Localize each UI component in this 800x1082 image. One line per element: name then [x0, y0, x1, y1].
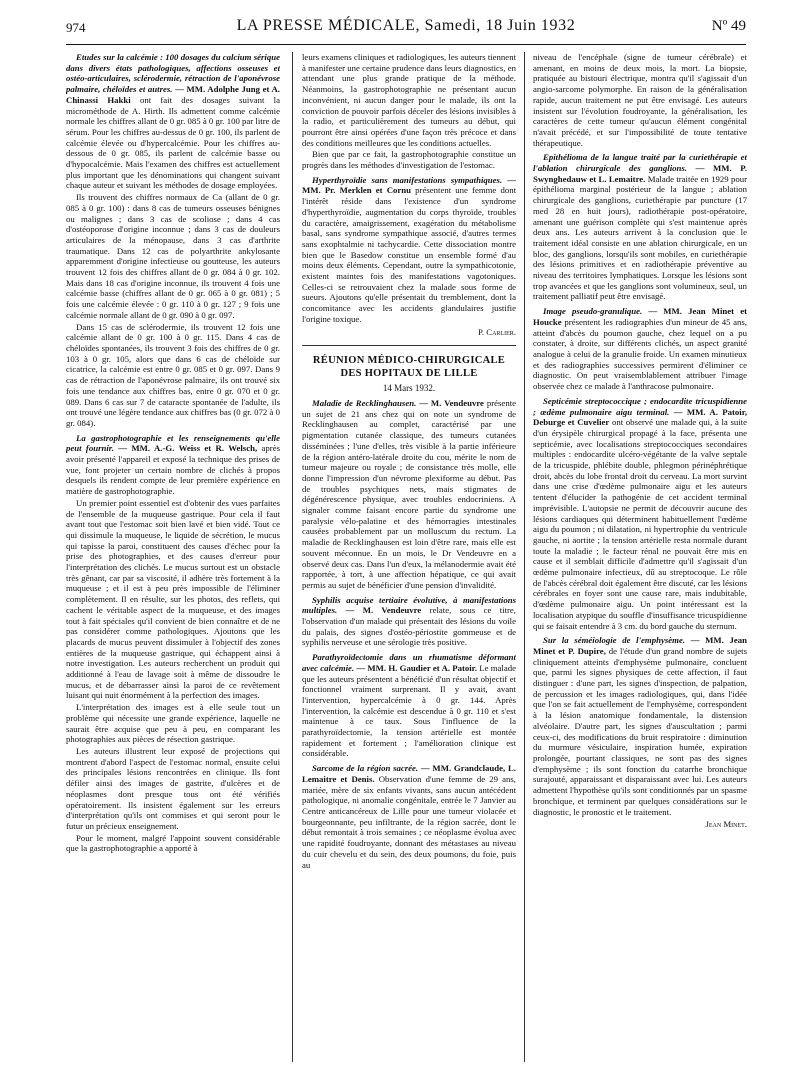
article-paragraph	[302, 652, 516, 759]
article-paragraph	[533, 306, 747, 392]
article-paragraph	[302, 763, 516, 870]
column-divider	[524, 52, 525, 1062]
article-title: Sur la séméiologie de l'emphysème.	[543, 635, 686, 646]
column-divider	[292, 52, 293, 1062]
column-1	[66, 52, 280, 1074]
article-paragraph	[533, 396, 747, 631]
article-paragraph	[533, 635, 747, 817]
article-authors: — MM. Adolphe Jung et A. Chinassi Hakki	[66, 84, 280, 105]
article-title: Hyperthyroïdie sans manifestations sympathiques.	[312, 174, 503, 185]
article-text: relate, sous ce titre, l'observation d'un malade qui présentait des lésions du voile du palais, des signes d'ostéo-périostite gommeuse et de syphilis nerveuse et une sérologie très positive.	[302, 605, 516, 648]
article-paragraph	[66, 433, 280, 497]
page-header	[66, 14, 746, 45]
article-paragraph: Pour le moment, malgré l'appoint souvent considérable que la gastrophotographie a apporté à	[66, 832, 280, 854]
article-authors: — MM. A. Patoir, Deburge et Cuvelier	[533, 406, 747, 428]
page-number: 974	[66, 20, 86, 35]
signature: Jean Minet.	[705, 819, 747, 830]
article-text: après avoir présenté l'appareil et exposé la technique des prises de vue, font projeter un certain nombre de clichés à propos desquels ils rendent compte de leur première expérience en matière de gastrophotographie.	[66, 443, 280, 497]
article-authors: — MM. A.-G. Weiss et R. Welsch,	[118, 443, 258, 454]
article-authors: — MM. Jean Minet et P. Dupire,	[533, 635, 747, 656]
article-paragraph: Les auteurs illustrent leur exposé de projections qui montrent d'abord l'aspect de l'estomac normal, ensuite celui des principales lésions rencontrées en clinique. Ils font défiler ainsi des images de gastrite, d'ulcères et de néoplasmes dont presque tous ont été vérifiés opératoirement. Ils insistent également sur les erreurs d'interprétation qu'ils ont commises et qui seront pour le futur un précieux enseignement.	[66, 746, 280, 831]
article-text: Observation d'une femme de 29 ans, mariée, mère de six enfants vivants, sans aucun antécédent pathologique, ni anomalie congénitale, entrée le 7 Janvier au Centre anticancéreux de Lille pour une tumeur violacée et bourgeonnante, peu infiltrante, de la région sacrée, dont le début remontait à trois semaines ; ce néoplasme évolua avec une rapidité foudroyante, donnant des métastases au niveau du cuir chevelu et du sein, des deux poumons, du foie, puis au	[302, 773, 516, 870]
article-title: La gastrophotographie et les renseignements qu'elle peut fournir.	[66, 432, 280, 454]
article-paragraph: L'interprétation des images est à elle seule tout un problème qui nécessite une grande expérience, laquelle ne saurait être acquise que peu à peu, en comparant les photographies aux pièces de résection gastrique.	[66, 702, 280, 745]
article-paragraph	[533, 152, 747, 302]
column-3	[533, 52, 747, 1074]
article-paragraph: Ils trouvent des chiffres normaux de Ca (allant de 0 gr. 085 à 0 gr. 100) : dans 8 cas de tumeurs osseuses bénignes ou malignes ; dans 3 cas de scoliose ; dans 4 cas d'ostéoporose d'origine inconnue ; dans 3 cas de douleurs articulaires de la ménopause, dans 3 cas d'arthrite traumatique. Dans 12 cas de polyarthrite ankylosante apparemment d'origine infectieuse ou goutteuse, les auteurs trouvent 12 fois des chiffres allant de 0 gr. 084 à 0 gr. 102. Mais dans 18 cas d'origine inconnue, ils trouvent 4 fois une calcémie basse (chiffres allant de 0 gr. 065 à 0 gr. 081) ; 5 fois une calcémie élevée : 0 gr. 110 à 0 gr. 127 ; 9 fois une calcémie normale allant de 0 gr. 090 à 0 gr. 097.	[66, 192, 280, 320]
article-text: ont observé une malade qui, à la suite d'un érysipèle chirurgical propagé à la face, présenta une septicémie, avec localisations streptococciques secondaires multiples : endocardite ulcéro-végétante de la valve septale de la tricuspide, phlébite double, phlegmon périnéphrétique droit, abcès du lobe frontal droit du cerveau. La mort survint dans une crise d'œdème pulmonaire aigu et les auteurs tentent d'élucider la pathogénie de cet accident terminal imprévisible. L'autopsie ne permit de découvrir aucune des lésions cardiaques qui déterminent habituellement l'œdème aigu du poumon ; ni dilatation, ni hypertrophie du ventricule gauche, ni aortite ; la tension artérielle resta normale durant toute la maladie ; le facteur rénal ne pouvait être mis en cause et il semblait difficile d'admettre qu'il s'agissait d'un œdème pulmonaire infectieux, dû au streptocoque. Le rôle de l'abcès cérébral doit également être discuté, car les lésions cérébrales en foyer sont une cause rare, mais indubitable, d'œdème pulmonaire aigu. Un point intéressant est la localisation atypique du souffle d'insuffisance tricuspidienne qui se faisait entendre à 3 cm. du bord gauche du sternum.	[533, 417, 747, 631]
journal-title: LA PRESSE MÉDICALE, Samedi, 18 Juin 1932	[236, 17, 576, 34]
article-authors: — MM. H. Gaudier et A. Patoir.	[356, 662, 477, 673]
article-paragraph: leurs examens cliniques et radiologiques, les auteurs tiennent à manifester une certaine prudence dans leurs diagnostics, en attendant une plus grande pratique de la méthode. Néanmoins, la gastrophotographie ne présentant aucun inconvénient, ni aucun danger pour le malade, ils ont la conviction de pouvoir parfois déceler des lésions invisibles à la radio, et particulièrement des tumeurs au début, qui pourront être ainsi opérées d'une façon très précoce et dans des conditions meilleures que les conditions actuelles.	[302, 52, 516, 148]
article-title: Epithélioma de la langue traité par la curiethérapie et l'ablation chirurgicale des ganglions.	[533, 152, 747, 174]
article-title: Sarcome de la région sacrée.	[312, 763, 419, 774]
article-authors: — M. Vendeuvre	[419, 397, 484, 408]
article-title: Parathyroïdectomie dans un rhumatisme déformant avec calcémie.	[302, 652, 516, 673]
article-paragraph: niveau de l'encéphale (signe de tumeur cérébrale) et amenant, en moins de deux mois, la mort. La biopsie, pratiquée au bistouri électrique, montra qu'il s'agissait d'un angio-sarcome polymorphe. En raison de la généralisation rapide, aucun traitement ne put être envisagé. Les auteurs insistent sur l'évolution foudroyante, la généralisation, les caractères de cette tumeur qu'aucun élément congénital n'avait précédé, et sur l'impossibilité de toute tentative thérapeutique.	[533, 52, 747, 148]
article-paragraph: Un premier point essentiel est d'obtenir des vues parfaites de l'ensemble de la muqueuse gastrique. Pour cela il faut avant tout que l'estomac soit bien lavé et bien vidé. Tout ce qui dissimule la muqueuse, le liquide de sécrétion, le mucus qui tapisse la paroi, constituent des causes d'échec pour la prise des photographies, et des causes d'erreur pour l'interprétation des clichés. Le mucus surtout est un obstacle très gênant, car par sa viscosité, il adhère très fortement à la muqueuse ; et il est à peu près impossible de l'éliminer complètement. Il en résulte, sur les photos, des reflets, qui cachent le véritable aspect de la muqueuse, et des images tout à fait spéciales qu'il convient de bien connaître et de ne pas considérer comme pathologiques. Ajoutons que les placards de mucus peuvent dissimuler à l'objectif des zones entières de la muqueuse gastrique, qui échappent ainsi à notre investigation. Les auteurs recherchent un produit qui additionné à l'eau de lavage soit à même de dissoudre le mucus, et de débarrasser ainsi la paroi de ce revêtement luisant qui nuit énormément à la perfection des images.	[66, 497, 280, 701]
article-text: Le malade que les auteurs présentent a bénéficié d'un résultat objectif et fonctionnel vraiment surprenant. Il y avait, avant l'intervention, hypercalcémie à 0 gr. 144. Après l'intervention, la calcémie est descendue à 0 gr. 110 et s'est maintenue à ce taux. Sous l'influence de la parathyroïdectomie, la tension artérielle est montée rapidement et fortement ; l'amélioration clinique est considérable.	[302, 662, 516, 759]
article-title: Maladie de Recklinghausen.	[312, 397, 417, 408]
article-text: Malade traitée en 1929 pour épithélioma marginal postérieur de la langue ; ablation chirurgicale des ganglions, curiethérapie par puncture (17 med 28 en huit jours), radiothérapie post-opératoire, amenant une guérison complète qui s'est maintenue après deux ans. Les auteurs arrivent à la conclusion que le traitement idéal consiste en une ablation chirurgicale, en un bloc, des ganglions, lorsqu'ils sont mobiles, en curiethérapie des lésions primitives et en radiothérapie préventive au niveau des territoires lymphatiques. Lorsque les lésions sont trop avancées et que les ganglions sont volumineux, seul, un traitement palliatif peut être envisagé.	[533, 173, 747, 302]
article-title: Syphilis acquise tertiaire évolutive, à manifestations multiples.	[302, 594, 516, 616]
article-text: présente un sujet de 21 ans chez qui on note un syndrome de Recklinghausen au complet, caractérisé par une pigmentation cutanée classique, des tumeurs cutanées disséminées ; l'une d'elles, très visible à la partie inférieure de la région antéro-latérale droite du cou, mérite le nom de tumeur majeure ou royale ; de consistance très molle, elle donne l'impression d'un névrome plexiforme au début. Pas de troubles psychiques nets, mais stigmates de dégénérescence physique, avec troubles endocriniens. A signaler comme faisant encore partie du syndrome une paralysie vélo-palatine et des hémorragies intestinales causées probablement par un molluscum du rectum. La maladie de Recklinghausen est loin d'être rare, mais elle est souvent méconnue. En un mois, le Dr Vendeuvre en a observé deux cas. Dans l'un d'eux, la mélanodermie avait été rapportée, à tort, à une affection hépatique, ce qui avait permis au sujet de bénéficier d'une pension d'invalidité.	[302, 397, 516, 590]
article-text: ont fait des dosages suivant la microméthode de A. Hirth. Ils admettent comme calcémie normale les chiffres allant de 0 gr. 085 à 0 gr. 100 par litre de sérum. Pour les chiffres au-dessus de 0 gr. 100, ils parlent de calcémie élevée ou d'hypercalcémie. Pour les chiffres au-dessous de 0 gr. 085, ils parlent de calcémie basse ou d'hypocalcémie. Mais l'examen des chiffres est actuellement plus important que les dénominations qui changent suivant chaque auteur et suivant les méthodes de dosage employées.	[66, 94, 280, 191]
section-title: RÉUNION MÉDICO-CHIRURGICALE DES HOPITAUX DE LILLE	[302, 345, 516, 380]
article-authors: — MM. Pr. Merklen et Cornu	[302, 174, 516, 196]
article-paragraph	[302, 175, 516, 325]
article-text: présentent les radiographies d'un mineur de 45 ans, atteint d'abcès du poumon gauche, chez lequel on a pu constater, à droite, sur différents clichés, un aspect granité analogue à celui de la granulie froide. Un examen minutieux et des radiographies successives permirent d'éliminer ce diagnostic. On peut vraisemblablement attribuer l'image observée chez ce malade à l'anthracose pulmonaire.	[533, 316, 747, 392]
issue-number: Nº 49	[711, 18, 746, 34]
article-title: Septicémie streptococcique ; endocardite tricuspidienne ; œdème pulmonaire aigu terminal.	[533, 395, 747, 417]
article-paragraph	[302, 595, 516, 649]
signature: P. Carlier.	[478, 326, 516, 337]
article-paragraph: Bien que par ce fait, la gastrophotographie constitue un progrès dans les méthodes d'investigation de l'estomac.	[302, 149, 516, 171]
article-authors: — MM. Jean Minet et Houcke	[533, 306, 747, 327]
article-authors: — MM. Grandclaude, L. Lemaitre et Denis.	[302, 763, 516, 784]
article-authors: — M. Vendeuvre	[345, 605, 422, 616]
article-text: présentent une femme dont l'intérêt réside dans l'existence d'un syndrome d'hyperthyroïdie, augmentation du corps thyroïde, troubles du caractère, amaigrissement, exagération du métabolisme basal, sans syndrome sympathique associé, d'autres termes sans exophtalmie ni tachycardie. Cette dissociation montre bien que le Basedow constitue un ensemble formé d'au moins deux éléments. Cependant, outre la sympathicotonie, existent maintes fois des manifestations vagotoniques. Celles-ci se retrouvaient chez la malade sous forme de sueurs. Ajoutons qu'elle présentait du tremblement, dont la concomitance avec les accidents glandulaires justifie l'origine toxique.	[302, 185, 516, 324]
article-paragraph	[66, 52, 280, 191]
article-paragraph	[302, 398, 516, 591]
article-paragraph: Dans 15 cas de sclérodermie, ils trouvent 12 fois une calcémie allant de 0 gr. 100 à 0 gr. 115. Dans 4 cas de chéloïdes spontanées, ils trouvent 3 fois des chiffres de 0 gr. 103 à 0 gr. 105, alors que dans 6 cas de chéloïde sur cicatrice, la calcémie est entre 0 gr. 085 et 0 gr. 097. Dans 9 cas de rétraction de l'aponévrose palmaire, ils ont trouvé six fois une tendance aux chiffres bas, entre 0 gr. 070 et 0 gr. 089. Dans 6 cas sur 7 de cataracte spontanée de l'adulte, ils ont trouvé une légère tendance aux chiffres bas (0 gr. 072 à 0 gr. 084).	[66, 321, 280, 428]
article-title: Etudes sur la calcémie : 100 dosages du calcium sérique dans divers états pathologiques, affections osseuses et ostéo-articulaires, sclérodermie, rétraction de l'aponévrose palmaire, chéloïdes et autres.	[66, 52, 280, 95]
article-text: de l'étude d'un grand nombre de sujets cliniquement atteints d'emphysème pulmonaire, concluent que, parmi les signes physiques de cette affection, il faut distinguer : d'une part, les signes d'inspection, de palpation, de percussion et les images radiologiques, qui, dans l'idée que l'on se fait actuellement de l'emphysème, correspondent à la lésion anatomique fondamentale, la distension alvéolaire. D'autre part, les signes d'auscultation ; parmi ceux-ci, des modifications du bruit respiratoire : diminution du murmure vésiculaire, inspiration humée, expiration prolongée, pourtant classiques, ne sont pas des signes d'emphysème ; ils sont fonction du catarrhe bronchique surajouté, apparaissant et disparaissant avec lui. Les auteurs admettent l'hypothèse qu'ils sont conditionnés par un spasme bronchique, et terminent par quelques considérations sur le diagnostic, le pronostic et le traitement.	[533, 645, 747, 817]
column-2	[302, 52, 516, 1074]
section-date: 14 Mars 1932.	[382, 383, 436, 394]
article-title: Image pseudo-granulique.	[543, 306, 643, 317]
article-authors: — MM. P. Swynghedauw et L. Lemaitre.	[533, 163, 747, 184]
